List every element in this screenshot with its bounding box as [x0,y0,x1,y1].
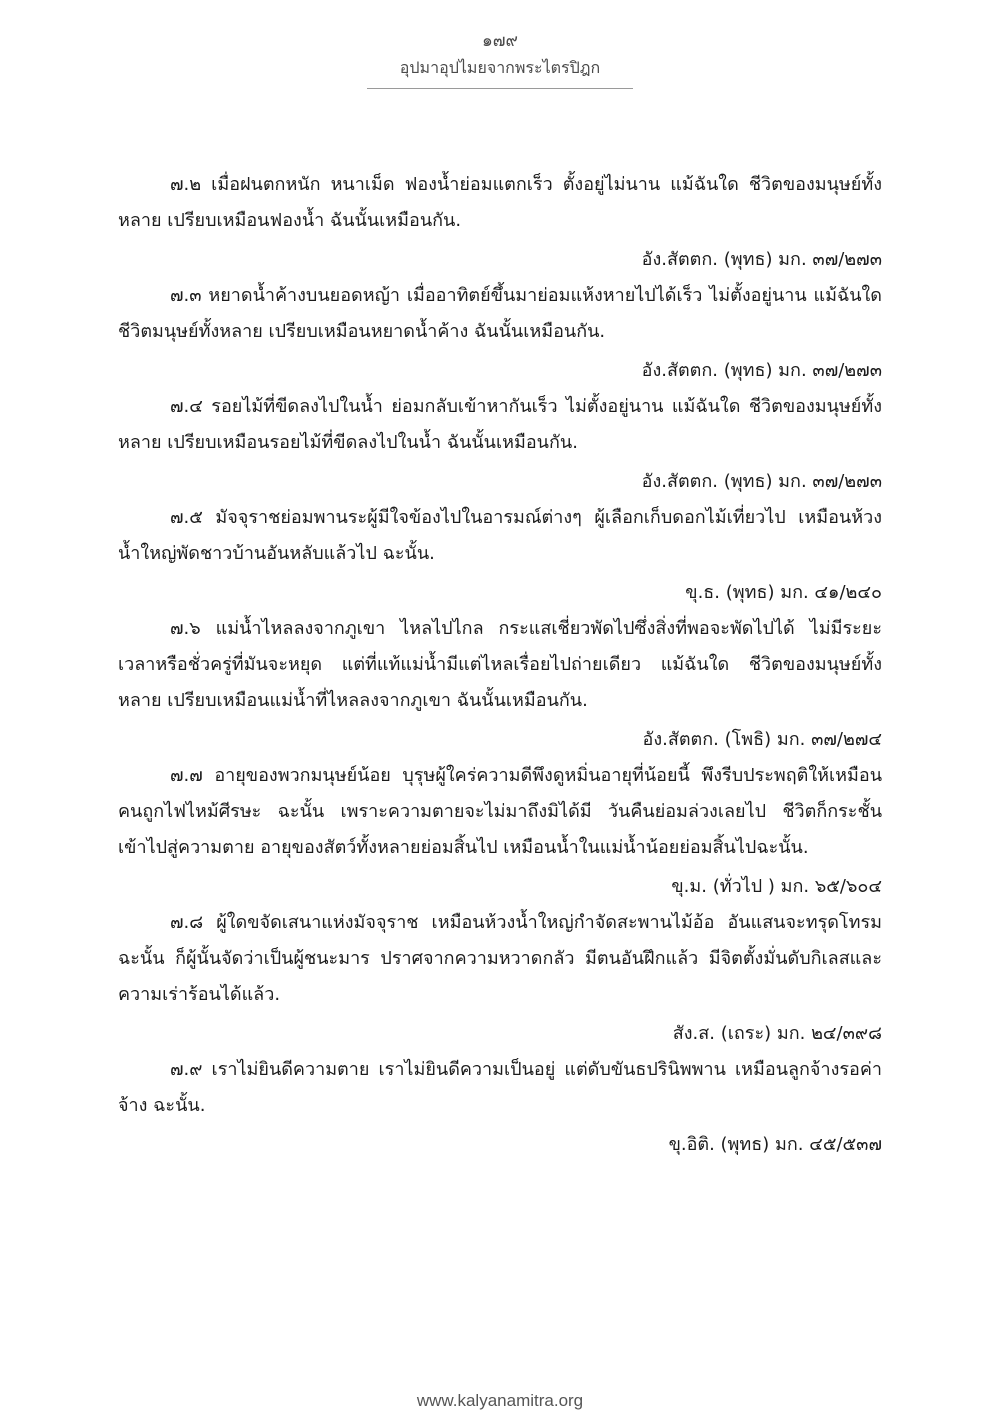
entry-reference: ขุ.ม. (ทั่วไป ) มก. ๖๕/๖๐๔ [671,876,882,897]
entry-text: ๗.๓ หยาดน้ำค้างบนยอดหญ้า เมื่ออาทิตย์ขึ้นมาย่อมแห้งหายไปได้เร็ว ไม่ตั้งอยู่นาน แม้ฉันใด ชีวิตมนุษย์ทั้งหลาย เปรียบเหมือนหยาดน้ำค้าง ฉันนั้นเหมือนกัน. [118,285,882,342]
entry-text: ๗.๗ อายุของพวกมนุษย์น้อย บุรุษผู้ใคร่ความดีพึงดูหมิ่นอายุที่น้อยนี้ พึงรีบประพฤติให้เหมือนคนถูกไฟไหม้ศีรษะ ฉะนั้น เพราะความตายจะไม่มาถึงมิได้มี วันคืนย่อมล่วงเลยไป ชีวิตก็กระชั้นเข้าไปสู่ความตาย อายุของสัตว์ทั้งหลายย่อมสิ้นไป เหมือนน้ำในแม่น้ำน้อยย่อมสิ้นไปฉะนั้น. [118,765,882,858]
page-header [0,30,1000,89]
entry-text: ๗.๒ เมื่อฝนตกหนัก หนาเม็ด ฟองน้ำย่อมแตกเร็ว ตั้งอยู่ไม่นาน แม้ฉันใด ชีวิตของมนุษย์ทั้งหลาย เปรียบเหมือนฟองน้ำ ฉันนั้นเหมือนกัน. [118,174,882,231]
entry-reference: ขุ.ธ. (พุทธ) มก. ๔๑/๒๔๐ [685,582,882,603]
entry-reference: สัง.ส. (เถระ) มก. ๒๔/๓๙๘ [672,1023,882,1044]
book-title: อุปมาอุปไมยจากพระไตรปิฎก [399,58,601,77]
simile-entry-7-6 [118,611,882,758]
simile-entry-7-9 [118,1052,882,1163]
entry-reference: อัง.สัตตก. (พุทธ) มก. ๓๗/๒๗๓ [641,360,882,381]
entry-text: ๗.๙ เราไม่ยินดีความตาย เราไม่ยินดีความเป็นอยู่ แต่ดับขันธปรินิพพาน เหมือนลูกจ้างรอค่าจ้าง ฉะนั้น. [118,1059,882,1116]
entry-text: ๗.๔ รอยไม้ที่ขีดลงไปในน้ำ ย่อมกลับเข้าหากันเร็ว ไม่ตั้งอยู่นาน แม้ฉันใด ชีวิตของมนุษย์ทั้งหลาย เปรียบเหมือนรอยไม้ที่ขีดลงไปในน้ำ ฉันนั้นเหมือนกัน. [118,396,882,453]
footer-website[interactable]: www.kalyanamitra.org [416,1391,584,1410]
simile-entry-7-4 [118,389,882,500]
entry-reference: อัง.สัตตก. (โพธิ) มก. ๓๗/๒๗๔ [642,729,882,750]
entry-text: ๗.๘ ผู้ใดขจัดเสนาแห่งมัจจุราช เหมือนห้วงน้ำใหญ่กำจัดสะพานไม้อ้อ อันแสนจะทรุดโทรมฉะนั้น ก็ผู้นั้นจัดว่าเป็นผู้ชนะมาร ปราศจากความหวาดกลัว มีตนอันฝึกแล้ว มีจิตตั้งมั่นดับกิเลสและความเร่าร้อนได้แล้ว. [118,912,882,1005]
simile-entry-7-5 [118,500,882,611]
header-divider [367,88,633,89]
simile-entry-7-7 [118,758,882,905]
entry-reference: อัง.สัตตก. (พุทธ) มก. ๓๗/๒๗๓ [641,471,882,492]
simile-entry-7-3 [118,278,882,389]
document-body [118,167,882,1163]
entry-text: ๗.๕ มัจจุราชย่อมพานระผู้มีใจข้องไปในอารมณ์ต่างๆ ผู้เลือกเก็บดอกไม้เที่ยวไป เหมือนห้วงน้ำใหญ่พัดชาวบ้านอันหลับแล้วไป ฉะนั้น. [118,507,882,564]
simile-entry-7-8 [118,905,882,1052]
simile-entry-7-2 [118,167,882,278]
entry-reference: ขุ.อิติ. (พุทธ) มก. ๔๕/๕๓๗ [668,1134,882,1155]
entry-reference: อัง.สัตตก. (พุทธ) มก. ๓๗/๒๗๓ [641,249,882,270]
page-number: ๑๗๙ [481,31,519,51]
entry-text: ๗.๖ แม่น้ำไหลลงจากภูเขา ไหลไปไกล กระแสเชี่ยวพัดไปซึ่งสิ่งที่พอจะพัดไปได้ ไม่มีระยะเวลาหรือชั่วครู่ที่มันจะหยุด แต่ที่แท้แม่น้ำมีแต่ไหลเรื่อยไปถ่ายเดียว แม้ฉันใด ชีวิตของมนุษย์ทั้งหลาย เปรียบเหมือนแม่น้ำที่ไหลลงจากภูเขา ฉันนั้นเหมือนกัน. [118,618,882,711]
